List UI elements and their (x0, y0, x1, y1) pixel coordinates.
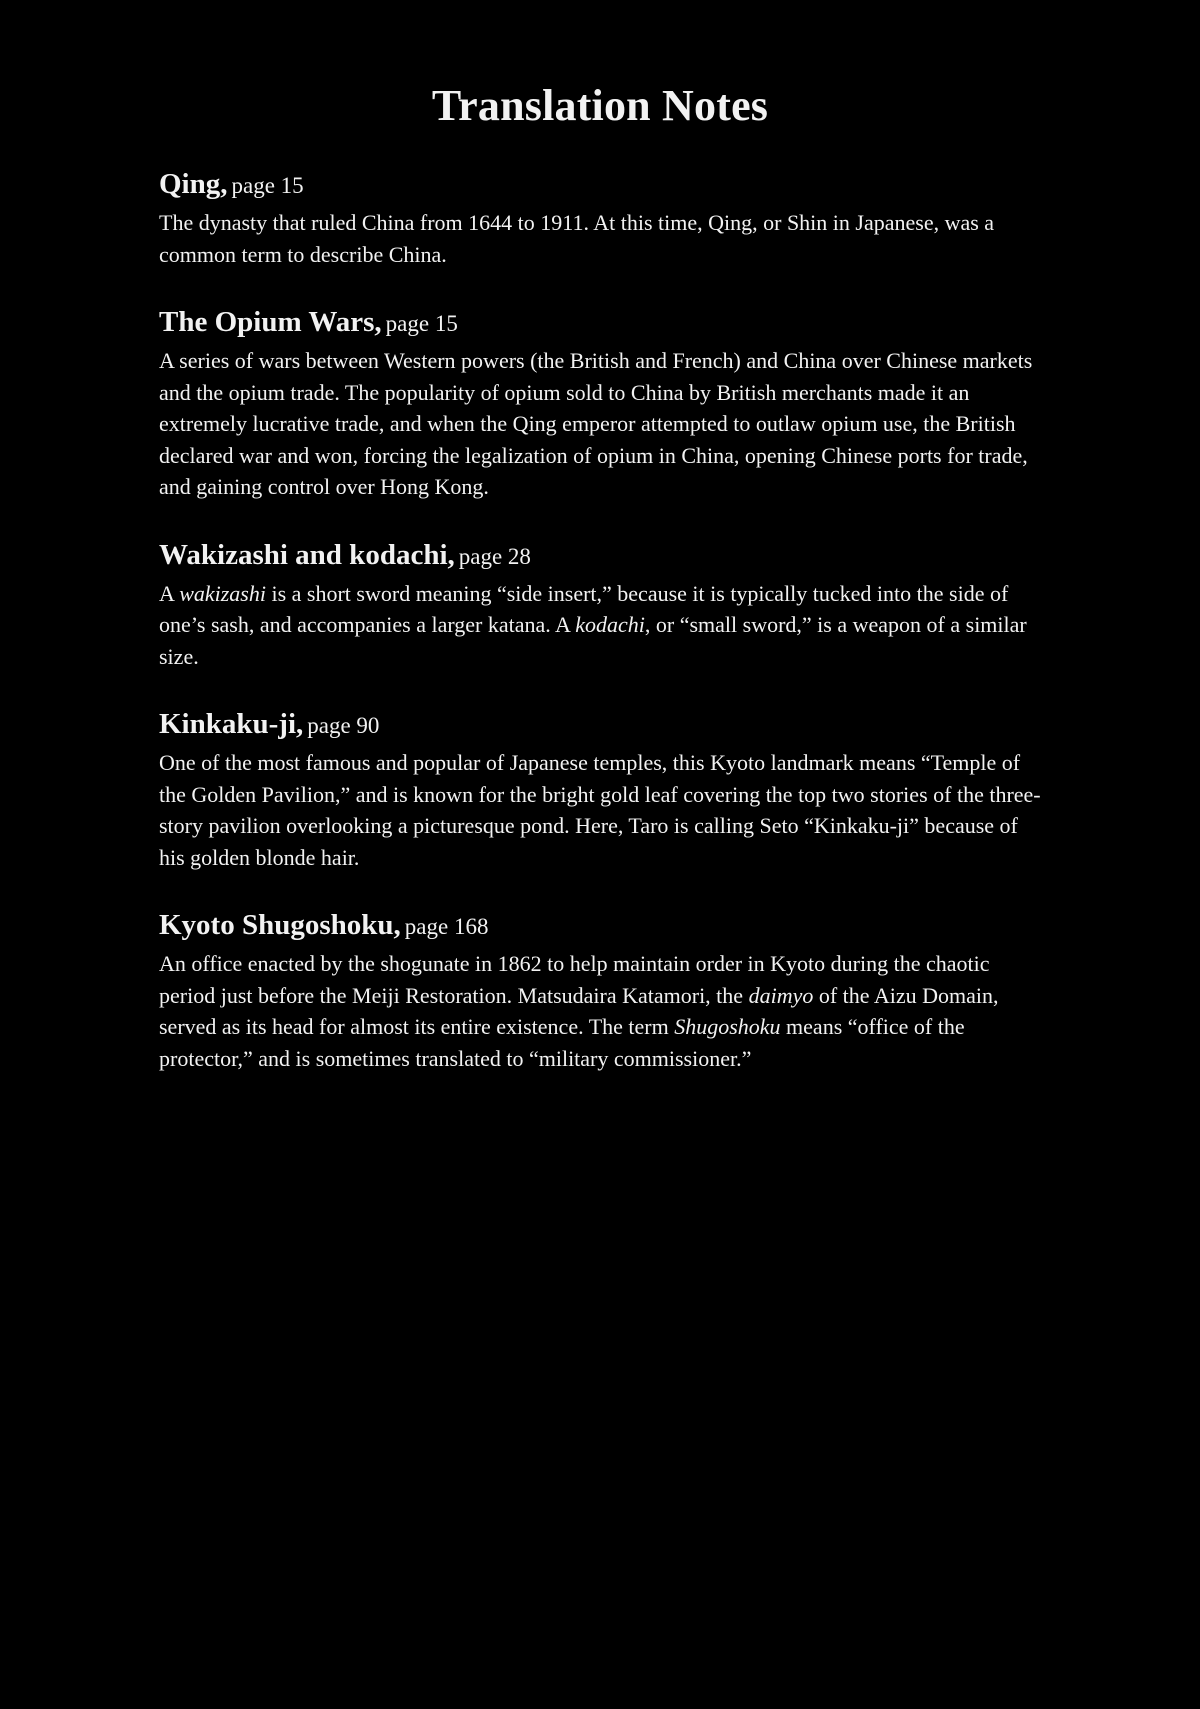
note-heading (159, 907, 1041, 948)
note-text: is a short sword meaning “side insert,” because it is typically tucked into the side of one’s sash, and accompanies a larger katana. A (159, 580, 1009, 637)
note-term: The Opium Wars, (159, 306, 382, 338)
note-term: Qing, (159, 168, 228, 200)
note-body (159, 345, 1041, 503)
note-heading (159, 166, 1041, 207)
note-body (159, 578, 1041, 673)
note-body (159, 207, 1041, 270)
note-term: Wakizashi and kodachi, (159, 538, 455, 571)
note-entry (159, 907, 1041, 1074)
note-term: Kyoto Shugoshoku, (159, 909, 401, 941)
note-text: A series of wars between Western powers (the British and French) and China over Chinese markets and the opium trade. The popularity of opium sold to China by British merchants made it an extremely lucrative trade, and when the Qing emperor attempted to outlaw opium use, the British declared war and won, forcing the legalization of opium in China, opening Chinese ports for trade, and gaining control over Hong Kong. (159, 348, 1033, 499)
note-text: An office enacted by the shogunate in 1862 to help maintain order in Kyoto during the chaotic period just before the Meiji Restoration. Matsudaira Katamori, the (159, 951, 990, 1008)
note-entry (159, 537, 1041, 673)
note-heading (159, 537, 1041, 578)
note-italic-term: daimyo (748, 982, 814, 1008)
note-term: Kinkaku-ji, (159, 708, 304, 740)
page-title: Translation Notes (431, 81, 769, 130)
note-page-ref: page 168 (404, 914, 489, 939)
note-text: , or “small sword,” is a weapon of a similar size. (159, 612, 1027, 669)
note-body (159, 948, 1041, 1074)
note-text: A (159, 580, 180, 606)
note-heading (159, 706, 1041, 747)
note-entry (159, 166, 1041, 270)
note-page-ref: page 15 (385, 311, 458, 336)
notes-list (159, 166, 1200, 1074)
note-entry (159, 304, 1041, 503)
note-page-ref: page 90 (307, 713, 380, 738)
note-italic-term: Shugoshoku (674, 1014, 781, 1039)
note-text: means “office of the protector,” and is sometimes translated to “military commissioner.” (159, 1014, 965, 1071)
note-italic-term: kodachi (575, 612, 645, 637)
note-text: One of the most famous and popular of Japanese temples, this Kyoto landmark means “Temple of the Golden Pavilion,” and is known for the bright gold leaf covering the top two stories of the three-story pavilion overlooking a picturesque pond. Here, Taro is calling Seto “Kinkaku-ji” because of his golden blonde hair. (159, 750, 1041, 870)
note-body (159, 747, 1041, 873)
note-page-ref: page 28 (458, 543, 531, 569)
note-text: of the Aizu Domain, served as its head for almost its entire existence. The term (159, 982, 999, 1039)
note-text: The dynasty that ruled China from 1644 to 1911. At this time, Qing, or Shin in Japanese, was a common term to describe China. (159, 210, 995, 267)
note-entry (159, 706, 1041, 873)
note-heading (159, 304, 1041, 345)
note-italic-term: wakizashi (179, 580, 266, 606)
note-page-ref: page 15 (231, 173, 304, 198)
